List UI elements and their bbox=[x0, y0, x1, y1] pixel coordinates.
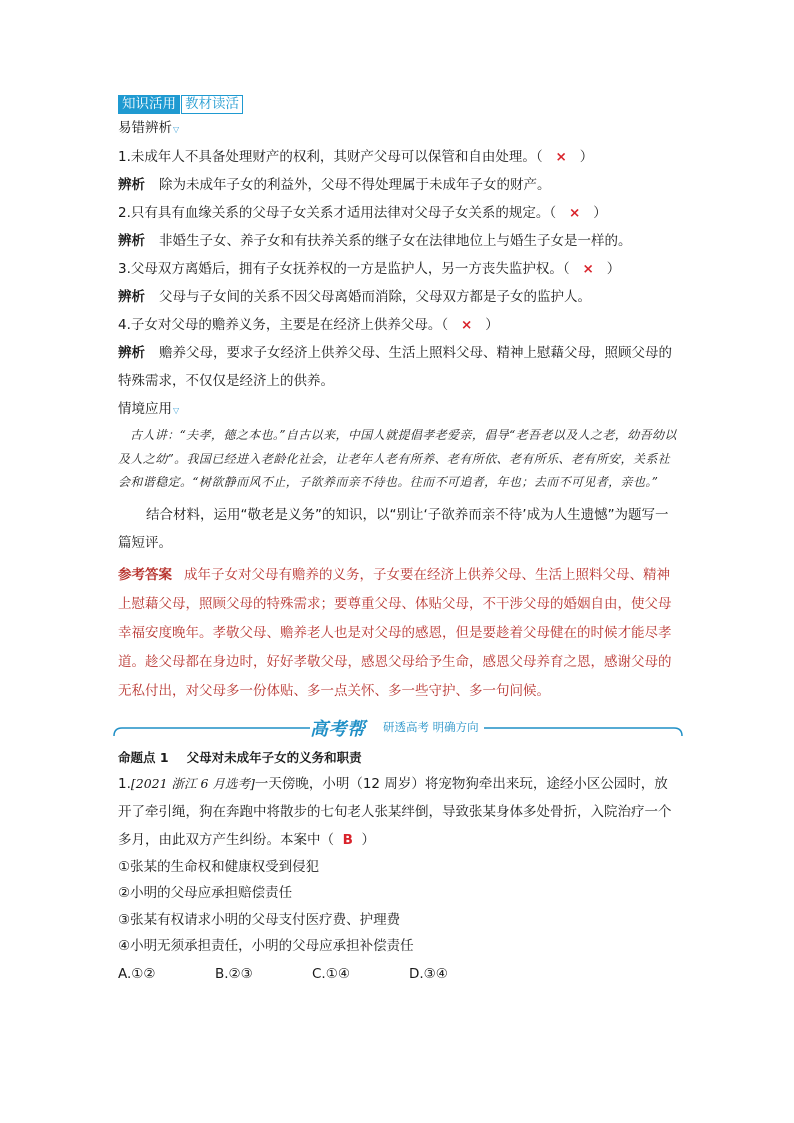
tag-knowledge-use: 知识活用 bbox=[118, 95, 180, 114]
answer-choices bbox=[118, 960, 680, 988]
document-page bbox=[118, 95, 680, 988]
brand-logo: 高考帮 bbox=[310, 718, 366, 740]
question-1: 1.未成年人不具备处理财产的权利，其财产父母可以保管和自由处理。（ × ） bbox=[118, 149, 594, 165]
gaokao-banner bbox=[112, 714, 686, 744]
option-item: ③张某有权请求小明的父母支付医疗费、护理费 bbox=[118, 911, 401, 928]
topic-heading: 命题点 1 父母对未成年子女的义务和职责 bbox=[118, 749, 362, 765]
banner-slogan: 研透高考 明确方向 bbox=[379, 719, 483, 735]
option-item: ①张某的生命权和健康权受到侵犯 bbox=[118, 858, 320, 875]
analysis-3: 辨析 父母与子女间的关系不因父母离婚而消除，父母双方都是子女的监护人。 bbox=[118, 289, 591, 305]
choice-b: B.②③ bbox=[215, 965, 253, 982]
question-4: 4.子女对父母的赡养义务，主要是在经济上供养父母。（ × ） bbox=[118, 317, 499, 333]
material-quote: 古人讲：“夫孝，德之本也。”自古以来，中国人就提倡孝老爱亲，倡导“老吾老以及人之老，幼吾幼以及人之幼”。我国已经进入老龄化社会，让老年人老有所养、老有所依、老有所乐、老有所安，关系社会和谐稳定。“树欲静而风不止，子欲养而亲不待也。往而不可追者，年也；去而不可见者，亲也。” bbox=[118, 428, 677, 489]
task-prompt: 结合材料，运用“敬老是义务”的知识，以“别让‘子欲养而亲不待’成为人生遗憾”为题写一篇短评。 bbox=[118, 506, 669, 551]
question-2: 2.只有具有血缘关系的父母子女关系才适用法律对父母子女关系的规定。（ × ） bbox=[118, 205, 607, 221]
triangle-icon: ▽ bbox=[173, 125, 180, 134]
section-tags bbox=[118, 95, 680, 114]
choice-a: A.①② bbox=[118, 965, 156, 982]
option-item: ②小明的父母应承担赔偿责任 bbox=[118, 885, 293, 901]
analysis-4: 辨析 赡养父母，要求子女经济上供养父母、生活上照料父母、精神上慰藉父母，照顾父母的特殊需求，不仅仅是经济上的供养。 bbox=[118, 345, 672, 389]
choice-c: C.①④ bbox=[312, 965, 350, 982]
triangle-icon: ▽ bbox=[173, 406, 180, 415]
answer-letter: B bbox=[342, 831, 353, 848]
answer-mark: × bbox=[582, 261, 594, 277]
option-item: ④小明无须承担责任，小明的父母应承担补偿责任 bbox=[118, 938, 414, 954]
answer-mark: × bbox=[569, 205, 581, 221]
tag-textbook: 教材读活 bbox=[181, 95, 243, 114]
question-source: [2021 浙江 6 月选考] bbox=[130, 775, 255, 791]
analysis-1: 辨析 除为未成年子女的利益外，父母不得处理属于未成年子女的财产。 bbox=[118, 177, 551, 193]
exam-question: 1.[2021 浙江 6 月选考]一天傍晚，小明（12 周岁）将宠物狗牵出来玩，途经小区公园时，放开了牵引绳，狗在奔跑中将散步的七旬老人张某绊倒，导致张某身体多处骨折，入院治疗一个多月，由此双方产生纠纷。本案中（ B ） bbox=[118, 775, 672, 848]
answer-mark: × bbox=[461, 317, 473, 333]
analysis-2: 辨析 非婚生子女、养子女和有扶养关系的继子女在法律地位上与婚生子女是一样的。 bbox=[118, 233, 632, 249]
error-analysis-heading: 易错辨析▽ bbox=[118, 120, 180, 136]
answer-mark: × bbox=[555, 149, 567, 165]
choice-d: D.③④ bbox=[409, 965, 448, 982]
reference-answer: 参考答案 成年子女对父母有赡养的义务，子女要在经济上供养父母、生活上照料父母、精神上慰藉父母，照顾父母的特殊需求；要尊重父母、体贴父母，不干涉父母的婚姻自由，使父母幸福安度晚年。孝敬父母、赡养老人也是对父母的感恩，但是要趁着父母健在的时候才能尽孝道。趁父母都在身边时，好好孝敬父母，感恩父母给予生命，感恩父母养育之恩，感谢父母的无私付出，对父母多一份体贴、多一点关怀、多一些守护、多一句问候。 bbox=[118, 566, 672, 699]
question-3: 3.父母双方离婚后，拥有子女抚养权的一方是监护人，另一方丧失监护权。（ × ） bbox=[118, 261, 621, 277]
situation-heading: 情境应用▽ bbox=[118, 401, 180, 417]
